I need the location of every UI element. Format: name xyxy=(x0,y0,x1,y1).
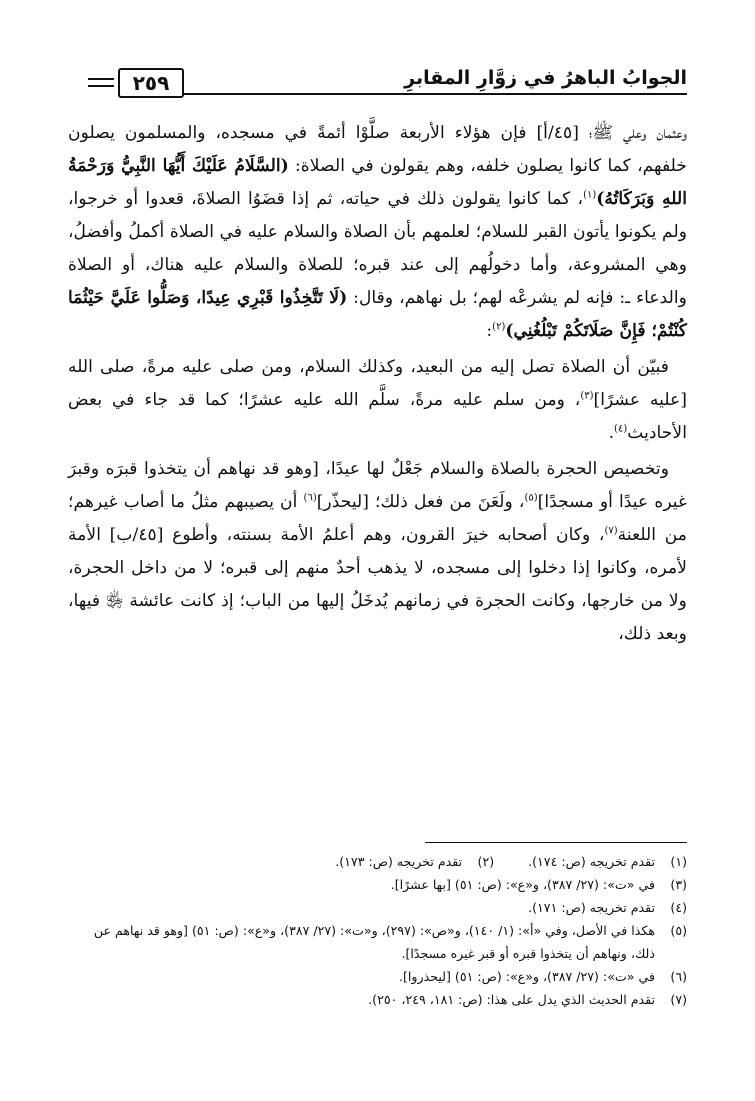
text-run: وعثمان وعلي ﷺ؛ [٤٥/أ] فإن هؤلاء الأربعة صلَّوْا أئمةً في مسجده، والمسلمون يصلون خلفهم، كما كانوا يصلون خلفه، وهم يقولون في الصلاة: xyxy=(68,123,688,176)
footnote-number: (٢) xyxy=(477,854,495,869)
footnote-marker: (٥) xyxy=(524,492,538,504)
footnote-text: تقدم الحديث الذي يدل على هذا: (ص: ١٨١، ٢٤٩، ٢٥٠). xyxy=(368,992,655,1007)
text-run: ، ولَعَنَ من فعل ذلك؛ [ليحذّر] xyxy=(316,492,525,512)
footnote-text: تقدم تخريجه (ص: ١٧١). xyxy=(528,900,655,915)
running-header xyxy=(88,64,687,104)
paragraph xyxy=(68,117,687,348)
paragraph xyxy=(68,351,687,450)
book-title: الجوابُ الباهرُ في زوَّارِ المقابرِ xyxy=(404,67,687,89)
footnote-number: (٤) xyxy=(670,900,687,915)
footnote-marker: (٤) xyxy=(614,423,628,435)
page-number: ٢٥٩ xyxy=(118,68,184,98)
footnote-marker: (٢) xyxy=(492,321,506,333)
footnote-text: في «ت»: (٢٧/ ٣٨٧)، و«ع»: (ص: ٥١) [بها عشرًا]. xyxy=(390,877,655,892)
footnote-6 xyxy=(66,965,687,988)
text-run: فبيّن أن الصلاة تصل إليه من البعيد، وكذلك السلام، ومن صلى عليه مرةً، صلى الله [عليه عشرًا] xyxy=(68,357,687,410)
footnote-number: (٧) xyxy=(670,992,687,1007)
footnote-marker: (٧) xyxy=(604,525,618,537)
footnote-text: هكذا في الأصل، وفي «أ»: (١/ ١٤٠)، و«ص»: (٢٩٧)، و«ت»: (٢٧/ ٣٨٧)، و«ع»: (ص: ٥١) [وهو قد نهاهم عن ذلك، ونهاهم أن يتخذوا قبره أو قبر غيره مسجدًا]. xyxy=(93,923,655,961)
header-rule xyxy=(184,93,687,95)
text-run: ، ومن سلم عليه مرةً، سلَّم الله عليه عشرًا؛ كما قد جاء في بعض الأحاديث xyxy=(68,390,687,443)
paragraph xyxy=(68,453,687,651)
left-rule-top xyxy=(88,78,114,80)
footnote-4 xyxy=(66,896,687,919)
footnote-number: (١) xyxy=(670,854,687,869)
main-text xyxy=(68,117,687,651)
footnote-5 xyxy=(66,919,687,965)
text-run: : xyxy=(486,321,493,341)
footnote-3 xyxy=(66,873,687,896)
footnote-separator xyxy=(425,842,687,843)
left-rule-bottom xyxy=(88,85,114,87)
footnote-marker: (٣) xyxy=(580,390,594,402)
footnote-1 xyxy=(528,850,687,873)
footnote-7 xyxy=(66,988,687,1011)
footnote-text: تقدم تخريجه (ص: ١٧٤). xyxy=(528,854,655,869)
footnote-marker: (١) xyxy=(583,189,597,201)
text-run: . xyxy=(608,423,615,443)
hadith-quote: (السَّلَامُ عَلَيْكَ أَيُّهَا النَّبِيُّ وَرَحْمَةُ اللهِ وَبَرَكَاتُهُ) xyxy=(68,156,687,209)
footnote-number: (٣) xyxy=(670,877,687,892)
text-run: ، كما كانوا يقولون ذلك في حياته، ثم إذا قضَوُا الصلاةَ، قعدوا أو خرجوا، ولم يكونوا يأتون القبر للسلام؛ لعلمهم بأن الصلاة والسلام عليه في الصلاة أكملُ وأفضلُ، وهي المشروعة، وأما دخولُهم إلى عند قبره؛ للصلاة والسلام عليه هناك، أو الصلاة والدعاء ـ: فإنه لم يشرعْه لهم؛ بل نهاهم، وقال: xyxy=(68,189,687,308)
footnote-marker: (٦) xyxy=(303,492,317,504)
footnote-2 xyxy=(335,850,494,873)
text-run: ، وكان أصحابه خيرَ القرون، وهم أعلمُ الأمة بسنته، وأطوع [٤٥/ب] الأمة لأمره، وكانوا إذا دخلوا إلى مسجده، لا يذهب أحدٌ منهم إلى قبره؛ لا من داخل الحجرة، ولا من خارجها، وكانت الحجرة في زمانهم يُدخَلُ إليها من الباب؛ إذ كانت عائشة ﵂ فيها، وبعد ذلك، xyxy=(68,525,687,644)
footnote-number: (٦) xyxy=(670,969,687,984)
footnote-text: تقدم تخريجه (ص: ١٧٣). xyxy=(335,854,463,869)
footnote-text: في «ت»: (٢٧/ ٣٨٧)، و«ع»: (ص: ٥١) [ليحذروا]. xyxy=(399,969,655,984)
text-run: وتخصيص الحجرة بالصلاة والسلام جَعْلٌ لها عيدًا، [وهو قد نهاهم أن يتخذوا قبرَه وقبرَ غيره عيدًا أو مسجدًا] xyxy=(68,459,687,512)
footnote-pair-row xyxy=(66,850,687,873)
text-run: أن يصيبهم مثلُ ما أصاب غيرهم؛ من اللعنة xyxy=(68,492,687,545)
hadith-quote: (لَا تَتَّخِذُوا قَبْرِي عِيدًا، وَصَلُّوا عَلَيَّ حَيْثُمَا كُنْتُمْ؛ فَإِنَّ صَلَاتَكُمْ تَبْلُغُنِي) xyxy=(68,288,687,341)
footnote-number: (٥) xyxy=(670,923,687,938)
footnotes xyxy=(66,850,687,1011)
